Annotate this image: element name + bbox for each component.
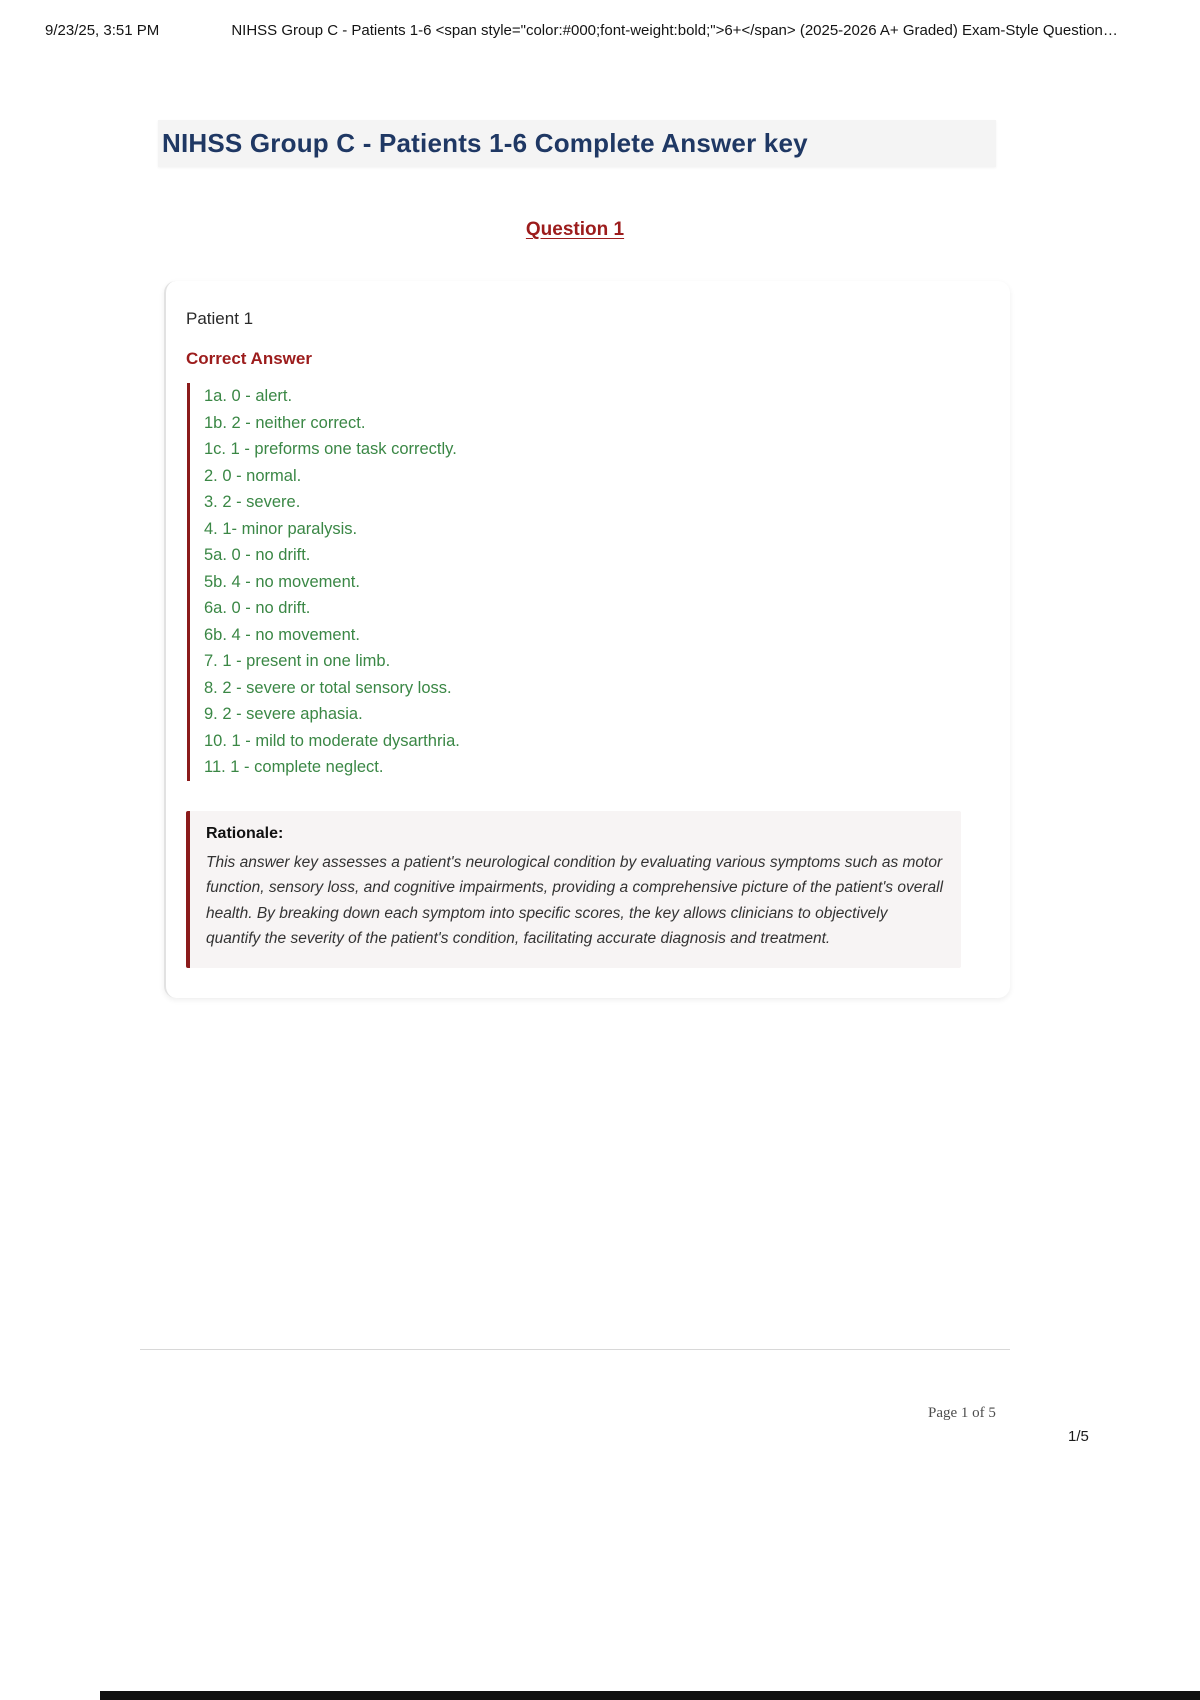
answer-item: 6b. 4 - no movement. xyxy=(204,625,360,644)
patient-card xyxy=(164,281,1010,998)
print-header xyxy=(45,22,1160,39)
document-page xyxy=(140,120,1010,998)
answer-item: 9. 2 - severe aphasia. xyxy=(204,705,363,723)
answer-item: 3. 2 - severe. xyxy=(204,493,301,511)
answer-item: 10. 1 - mild to moderate dysarthria. xyxy=(204,731,460,750)
viewer-bottom-bar xyxy=(100,1691,1200,1700)
answer-item: 1c. 1 - preforms one task correctly. xyxy=(204,440,457,458)
answer-item: 8. 2 - severe or total sensory loss. xyxy=(204,678,452,697)
footer-page-number: Page 1 of 5 xyxy=(928,1405,996,1421)
patient-label: Patient 1 xyxy=(186,309,254,328)
answer-item: 5a. 0 - no drift. xyxy=(204,546,311,564)
answer-item: 2. 0 - normal. xyxy=(204,466,302,485)
answer-item: 1b. 2 - neither correct. xyxy=(204,413,366,432)
answer-item: 6a. 0 - no drift. xyxy=(204,599,311,617)
answer-item: 4. 1- minor paralysis. xyxy=(204,519,358,538)
page-divider xyxy=(140,1349,1010,1350)
viewer-page-indicator: 1/5 xyxy=(1068,1428,1089,1445)
rationale-box xyxy=(186,811,961,968)
rationale-label: Rationale: xyxy=(206,824,284,842)
print-datetime: 9/23/25, 3:51 PM xyxy=(45,22,160,39)
rationale-text: This answer key assesses a patient's neurological condition by evaluating various symptoms such as motor function, sensory loss, and cognitive impairments, providing a comprehensive picture of the patient's overall health. By breaking down each symptom into specific scores, the key allows clinicians to objectively quantify the severity of the patient's condition, facilitating accurate diagnosis and treatment. xyxy=(206,853,944,947)
correct-answer-label: Correct Answer xyxy=(186,349,312,368)
answer-item: 7. 1 - present in one limb. xyxy=(204,652,391,670)
answers-list xyxy=(187,383,988,781)
answer-item: 11. 1 - complete neglect. xyxy=(204,758,384,776)
page-title: NIHSS Group C - Patients 1-6 Complete Answer key xyxy=(162,128,808,158)
question-heading: Question 1 xyxy=(525,219,625,240)
answer-item: 1a. 0 - alert. xyxy=(204,387,293,405)
page-title-row xyxy=(158,120,996,167)
print-doc-title: NIHSS Group C - Patients 1-6 <span style="color:#000;font-weight:bold;">6+</span> (2025-2026 A+ Graded) Exam-Style Question… xyxy=(231,22,1118,39)
answer-item: 5b. 4 - no movement. xyxy=(204,572,360,591)
